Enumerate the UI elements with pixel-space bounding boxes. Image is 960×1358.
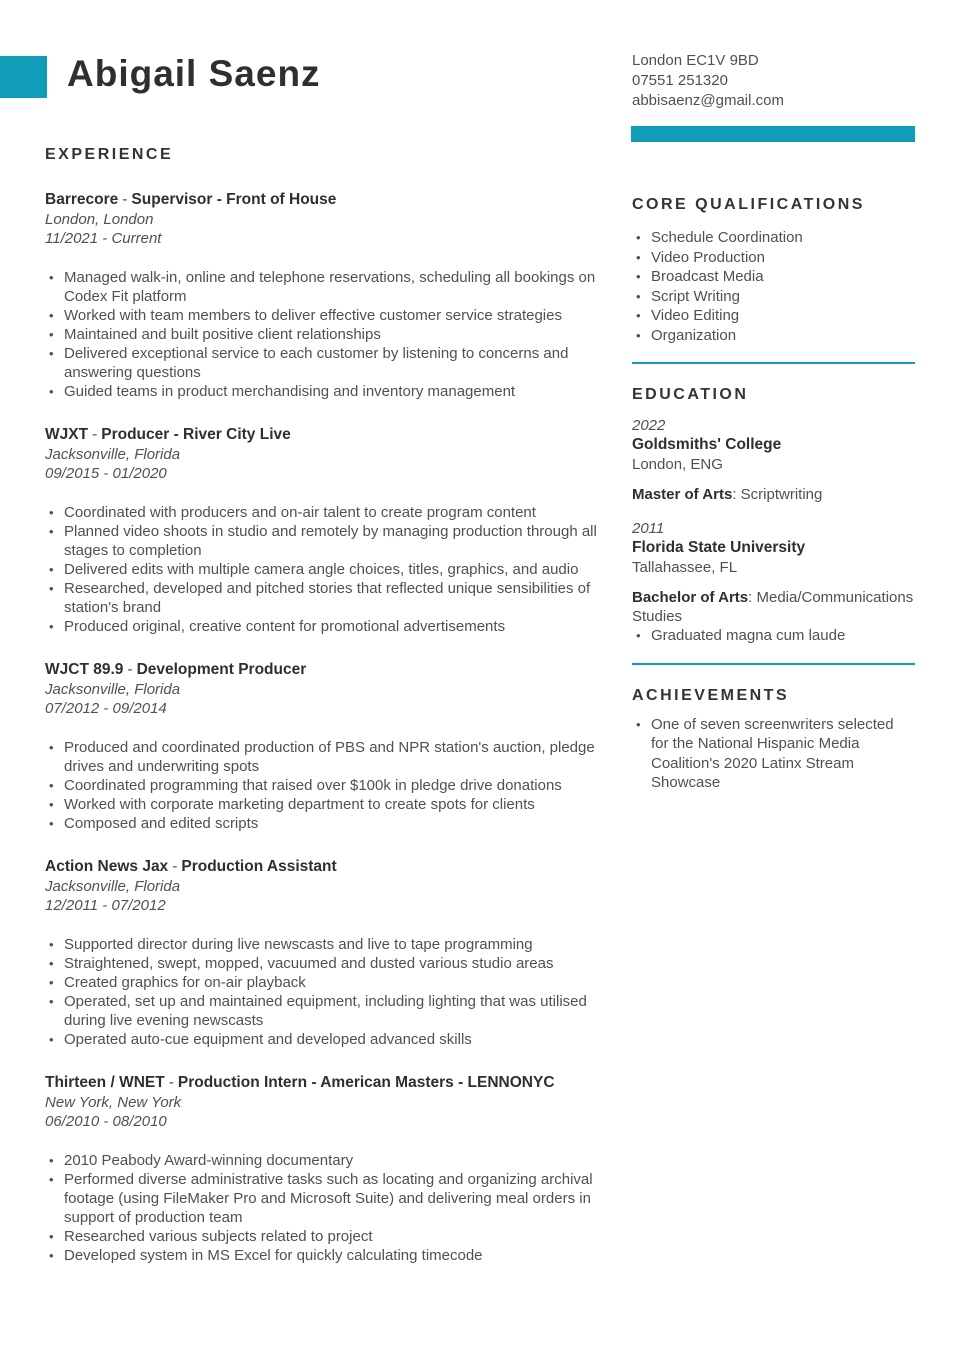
job-bullet: • Created graphics for on-air playback [45, 973, 601, 992]
job-bullet-list [45, 268, 601, 401]
education-entry [632, 416, 915, 504]
achievement-item: • One of seven screenwriters selected for the National Hispanic Media Coalition's 2020 Latinx Stream Showcase [632, 715, 915, 793]
education-bullet-list [632, 626, 915, 646]
qualification-item: • Broadcast Media [632, 267, 915, 287]
job-title [45, 1073, 601, 1093]
job-role: Producer - River City Live [101, 426, 291, 443]
job-entry [45, 425, 601, 636]
contact-email: abbisaenz@gmail.com [632, 92, 784, 109]
achievements-list [632, 715, 915, 793]
job-bullet: • Delivered exceptional service to each customer by listening to concerns and answering questions [45, 344, 601, 382]
candidate-name: Abigail Saenz [67, 53, 321, 94]
job-location: London, London [45, 211, 154, 228]
job-dates: 06/2010 - 08/2010 [45, 1113, 167, 1130]
education-section [632, 386, 915, 646]
job-entry [45, 857, 601, 1049]
education-school: Florida State University [632, 539, 806, 556]
job-bullet: • Operated auto-cue equipment and developed advanced skills [45, 1030, 601, 1049]
education-year: 2022 [632, 417, 666, 434]
job-bullet: • Coordinated with producers and on-air talent to create program content [45, 503, 601, 522]
qualifications-list [632, 228, 915, 345]
job-role: Development Producer [136, 661, 307, 678]
job-bullet: • Produced original, creative content for promotional advertisements [45, 617, 601, 636]
accent-bar [631, 126, 915, 142]
job-bullet-list [45, 1151, 601, 1265]
job-bullet: • Supported director during live newscasts and live to tape programming [45, 935, 601, 954]
education-location: Tallahassee, FL [632, 559, 738, 576]
job-company: WJCT 89.9 [45, 661, 124, 678]
job-bullet: • Researched, developed and pitched stories that reflected unique sensibilities of station's brand [45, 579, 601, 617]
contact-block [632, 51, 784, 111]
job-title-separator: - [127, 661, 133, 678]
qualification-item: • Video Editing [632, 306, 915, 326]
job-bullet-list [45, 935, 601, 1049]
experience-section [45, 146, 601, 1265]
qualification-item: • Script Writing [632, 287, 915, 307]
education-bullet: • Graduated magna cum laude [632, 626, 915, 646]
contact-phone: 07551 251320 [632, 72, 728, 89]
education-year: 2011 [632, 520, 665, 537]
job-company: Thirteen / WNET [45, 1074, 165, 1091]
education-school: Goldsmiths' College [632, 436, 782, 453]
job-bullet-list [45, 738, 601, 833]
job-bullet-list [45, 503, 601, 636]
job-location: New York, New York [45, 1094, 182, 1111]
core-qualifications-section [632, 196, 915, 345]
job-role: Production Assistant [181, 858, 337, 875]
job-role: Production Intern - American Masters - LENNONYC [177, 1074, 555, 1091]
qualification-item: • Video Production [632, 248, 915, 268]
job-entry [45, 1073, 601, 1265]
job-dates: 09/2015 - 01/2020 [45, 465, 167, 482]
job-title-separator: - [172, 858, 178, 875]
job-bullet: • Coordinated programming that raised over $100k in pledge drive donations [45, 776, 601, 795]
education-degree: Master of Arts [632, 486, 733, 503]
job-bullet: • Developed system in MS Excel for quickly calculating timecode [45, 1246, 601, 1265]
job-entry [45, 190, 601, 401]
achievements-section [632, 687, 915, 793]
job-title-separator: - [92, 426, 98, 443]
job-entry [45, 660, 601, 833]
education-field: : Scriptwriting [732, 486, 823, 503]
job-title-separator: - [168, 1074, 174, 1091]
job-role: Supervisor - Front of House [131, 191, 337, 208]
education-heading: EDUCATION [632, 386, 749, 403]
job-bullet: • Performed diverse administrative tasks such as locating and organizing archival footage (using FileMaker Pro and Microsoft Suite) and delivering meal orders in support of production team [45, 1170, 601, 1227]
qualification-item: • Organization [632, 326, 915, 346]
education-degree-line [632, 588, 915, 626]
education-location: London, ENG [632, 456, 723, 473]
job-location: Jacksonville, Florida [45, 446, 181, 463]
achievements-heading: ACHIEVEMENTS [632, 686, 790, 704]
job-company: Barrecore [45, 191, 119, 208]
education-degree: Bachelor of Arts [632, 589, 749, 606]
job-bullet: • Researched various subjects related to project [45, 1227, 601, 1246]
job-bullet: • Delivered edits with multiple camera angle choices, titles, graphics, and audio [45, 560, 601, 579]
job-title [45, 190, 601, 210]
section-divider [632, 362, 915, 364]
job-bullet: • Planned video shoots in studio and remotely by managing production through all stages to completion [45, 522, 601, 560]
job-dates: 12/2011 - 07/2012 [45, 897, 166, 914]
sidebar [632, 196, 915, 793]
job-bullet: • Composed and edited scripts [45, 814, 601, 833]
job-dates: 07/2012 - 09/2014 [45, 700, 167, 717]
accent-square [0, 56, 47, 98]
job-title-separator: - [122, 191, 128, 208]
job-bullet: • 2010 Peabody Award-winning documentary [45, 1151, 601, 1170]
job-company: WJXT [45, 426, 89, 443]
education-entry [632, 519, 915, 646]
contact-address: London EC1V 9BD [632, 52, 759, 69]
job-bullet: • Worked with team members to deliver effective customer service strategies [45, 306, 601, 325]
job-bullet: • Maintained and built positive client relationships [45, 325, 601, 344]
job-title [45, 660, 601, 680]
job-title [45, 857, 601, 877]
job-company: Action News Jax [45, 858, 169, 875]
education-degree-line [632, 485, 915, 504]
core-qualifications-heading: CORE QUALIFICATIONS [632, 196, 865, 213]
education-field: : Media/Communications Studies [632, 589, 914, 625]
job-bullet: • Guided teams in product merchandising and inventory management [45, 382, 601, 401]
section-divider [632, 663, 915, 665]
job-bullet: • Operated, set up and maintained equipment, including lighting that was utilised during live evening newscasts [45, 992, 601, 1030]
job-bullet: • Worked with corporate marketing department to create spots for clients [45, 795, 601, 814]
qualification-item: • Schedule Coordination [632, 228, 915, 248]
job-dates: 11/2021 - Current [45, 230, 162, 247]
job-location: Jacksonville, Florida [45, 878, 181, 895]
job-bullet: • Managed walk-in, online and telephone reservations, scheduling all bookings on Codex Fit platform [45, 268, 601, 306]
job-title [45, 425, 601, 445]
job-bullet: • Straightened, swept, mopped, vacuumed and dusted various studio areas [45, 954, 601, 973]
experience-heading: EXPERIENCE [45, 146, 174, 163]
job-bullet: • Produced and coordinated production of PBS and NPR station's auction, pledge drives and underwriting spots [45, 738, 601, 776]
job-location: Jacksonville, Florida [45, 681, 181, 698]
